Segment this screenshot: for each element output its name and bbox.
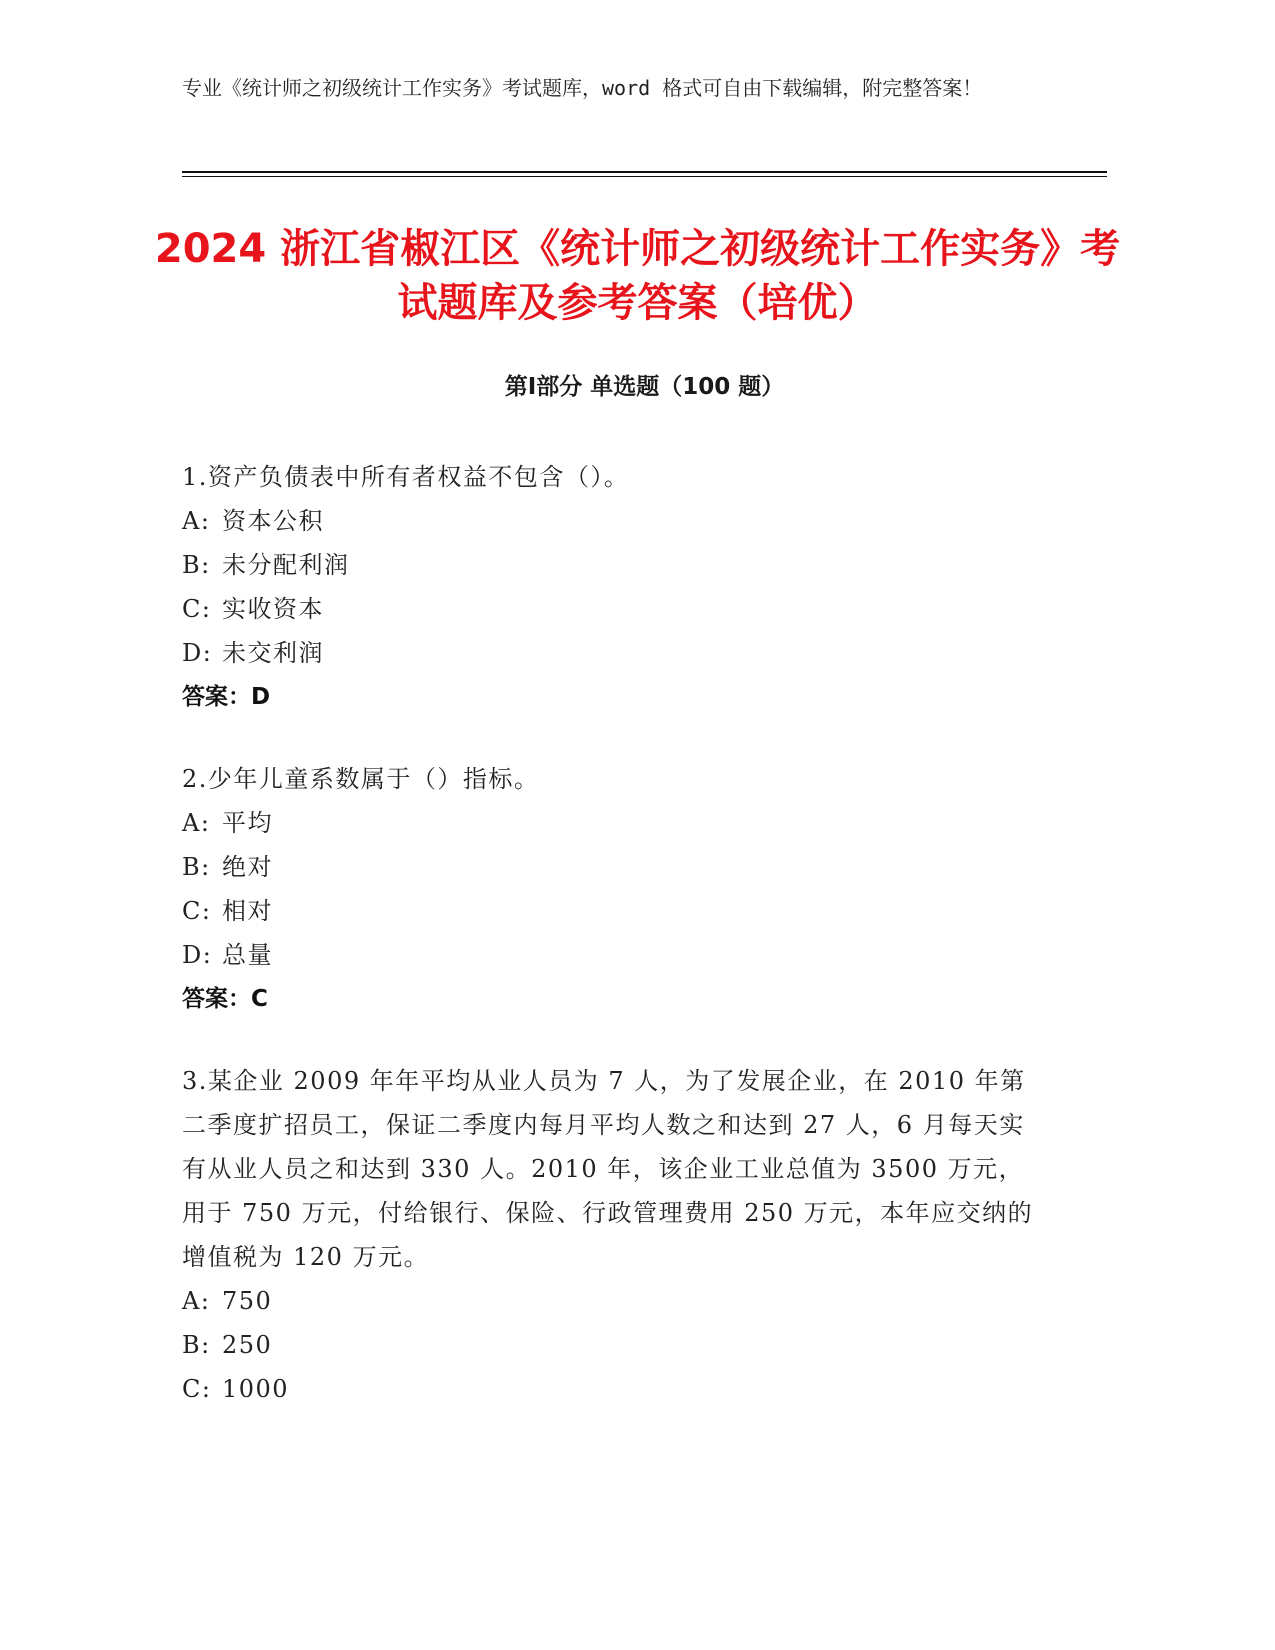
option-text: 相对 xyxy=(222,897,273,925)
option-key: A: xyxy=(182,507,211,535)
option-a xyxy=(182,499,1037,543)
answer-line: 答案：C xyxy=(182,986,268,1012)
option-key: C: xyxy=(182,1375,212,1403)
question-stem: 3.某企业 2009 年年平均从业人员为 7 人，为了发展企业，在 2010 年第二季度扩招员工，保证二季度内每月平均人数之和达到 27 人，6 月每天实有从业人员之和达到 330 人。2010 年，该企业工业总值为 3500 万元，用于 750 万元，付给银行、保险、行政管理费用 250 万元，本年应交纳的增值税为 120 万元。 xyxy=(182,1067,1034,1271)
option-key: A: xyxy=(182,809,211,837)
option-key: C: xyxy=(182,595,212,623)
document-title: 2024 浙江省椒江区《统计师之初级统计工作实务》考试题库及参考答案（培优） xyxy=(154,226,1121,326)
option-c xyxy=(182,587,1037,631)
option-c xyxy=(182,889,1037,933)
option-text: 实收资本 xyxy=(222,595,324,623)
option-text: 1000 xyxy=(222,1375,290,1403)
question-2 xyxy=(182,757,1037,1021)
question-list xyxy=(182,455,1037,1449)
option-b xyxy=(182,543,1037,587)
option-text: 资本公积 xyxy=(222,507,324,535)
option-d xyxy=(182,933,1037,977)
option-b xyxy=(182,845,1037,889)
option-c xyxy=(182,1367,1037,1411)
header-divider-thick xyxy=(182,171,1107,173)
option-key: A: xyxy=(182,1287,211,1315)
option-text: 750 xyxy=(222,1287,273,1315)
option-text: 总量 xyxy=(222,941,273,969)
option-text: 未交利润 xyxy=(222,639,324,667)
section-heading: 第Ⅰ部分 单选题（100 题） xyxy=(504,374,785,400)
option-key: B: xyxy=(182,551,211,579)
option-a xyxy=(182,801,1037,845)
option-d xyxy=(182,631,1037,675)
option-key: B: xyxy=(182,1331,211,1359)
option-key: D: xyxy=(182,639,213,667)
option-key: D: xyxy=(182,941,213,969)
option-key: C: xyxy=(182,897,212,925)
header-note: 专业《统计师之初级统计工作实务》考试题库，word 格式可自由下载编辑，附完整答案！ xyxy=(182,76,983,100)
option-text: 未分配利润 xyxy=(222,551,350,579)
question-stem: 2.少年儿童系数属于（）指标。 xyxy=(182,765,540,793)
option-text: 250 xyxy=(222,1331,273,1359)
question-stem: 1.资产负债表中所有者权益不包含（）。 xyxy=(182,463,630,491)
answer-line: 答案：D xyxy=(182,684,271,710)
option-a xyxy=(182,1279,1037,1323)
question-1 xyxy=(182,455,1037,719)
option-text: 平均 xyxy=(222,809,273,837)
question-3 xyxy=(182,1059,1037,1411)
option-text: 绝对 xyxy=(222,853,273,881)
option-b xyxy=(182,1323,1037,1367)
header-divider-thin xyxy=(182,176,1107,177)
option-key: B: xyxy=(182,853,211,881)
